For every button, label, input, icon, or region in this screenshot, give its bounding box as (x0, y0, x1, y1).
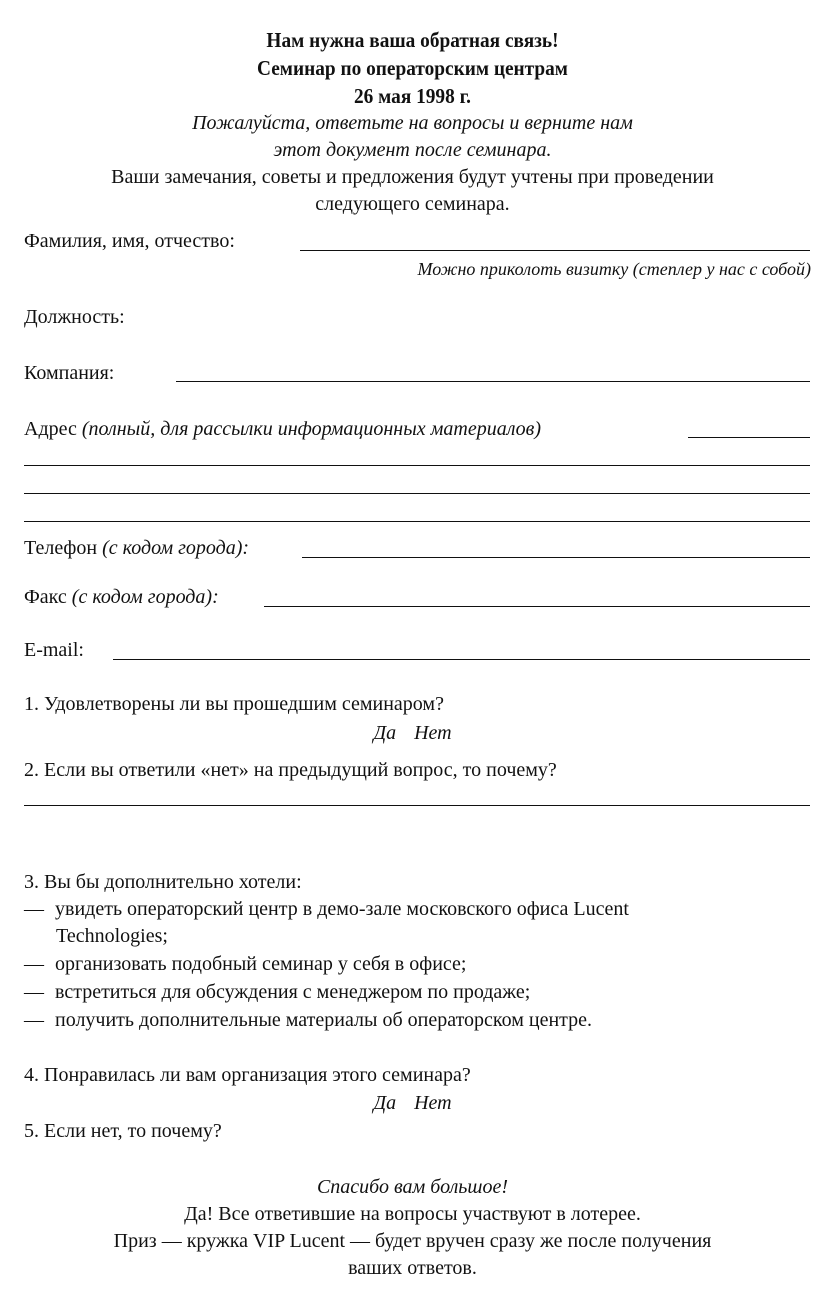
phone-label: Телефон (24, 537, 98, 559)
question-1-yes[interactable]: Да (373, 722, 397, 744)
lottery-text: Да! Все ответившие на вопросы участвуют в лотерее. (184, 1203, 641, 1225)
request-line-2: этот документ после семинара. (273, 139, 552, 161)
fax-label-wrap (24, 586, 219, 609)
position-label: Должность: (24, 306, 125, 328)
phone-hint: (с кодом города): (102, 537, 250, 559)
name-label: Фамилия, имя, отчество: (24, 230, 235, 252)
question-3-option-2[interactable] (24, 953, 466, 976)
request-line-1: Пожалуйста, ответьте на вопросы и верните нам (192, 112, 633, 134)
question-3-option-1[interactable] (24, 898, 629, 921)
question-3-option-4[interactable] (24, 1009, 592, 1032)
phone-field[interactable] (302, 557, 810, 558)
dash-bullet: — (24, 981, 44, 1003)
question-4-no[interactable]: Нет (414, 1092, 452, 1114)
address-field-line-1[interactable] (688, 437, 810, 438)
question-5: 5. Если нет, то почему? (24, 1120, 222, 1142)
fax-field[interactable] (264, 606, 810, 607)
fax-label: Факс (24, 586, 67, 608)
option-text: организовать подобный семинар у себя в офисе; (55, 953, 467, 975)
option-text: встретиться для обсуждения с менеджером по продаже; (55, 981, 531, 1003)
seminar-title: Семинар по операторским центрам (257, 56, 568, 80)
seminar-date: 26 мая 1998 г. (353, 84, 472, 108)
email-label: E-mail: (24, 639, 84, 661)
address-hint: (полный, для рассылки информационных материалов) (81, 418, 542, 440)
dash-bullet: — (24, 898, 44, 920)
address-field-line-4[interactable] (24, 521, 810, 522)
address-field-line-3[interactable] (24, 493, 810, 494)
dash-bullet: — (24, 1009, 44, 1031)
question-3-option-1-continued: Technologies; (56, 925, 168, 947)
company-label: Компания: (24, 362, 115, 384)
question-3-option-3[interactable] (24, 981, 530, 1004)
address-label-wrap (24, 418, 541, 441)
question-1: 1. Удовлетворены ли вы прошедшим семинаром? (24, 693, 444, 715)
question-1-no[interactable]: Нет (414, 722, 452, 744)
question-4-options (0, 1092, 825, 1115)
email-field[interactable] (113, 659, 810, 660)
option-text: увидеть операторский центр в демо-зале московского офиса Lucent (55, 898, 629, 920)
note-line-2: следующего семинара. (315, 193, 510, 215)
question-4-yes[interactable]: Да (373, 1092, 397, 1114)
position-field[interactable] (200, 306, 810, 330)
question-4: 4. Понравилась ли вам организация этого семинара? (24, 1064, 471, 1086)
question-1-options (0, 722, 825, 745)
name-hint: Можно приколоть визитку (степлер у нас с собой) (417, 259, 811, 279)
dash-bullet: — (24, 953, 44, 975)
option-text: получить дополнительные материалы об операторском центре. (55, 1009, 593, 1031)
address-label: Адрес (24, 418, 77, 440)
address-field-line-2[interactable] (24, 465, 810, 466)
company-field[interactable] (176, 381, 810, 382)
question-3: 3. Вы бы дополнительно хотели: (24, 871, 302, 893)
phone-label-wrap (24, 537, 249, 560)
prize-line-1: Приз — кружка VIP Lucent — будет вручен сразу же после получения (113, 1230, 712, 1252)
prize-line-2: ваших ответов. (348, 1257, 477, 1279)
form-title: Нам нужна ваша обратная связь! (266, 28, 559, 52)
thanks-text: Спасибо вам большое! (316, 1176, 509, 1198)
name-field[interactable] (300, 250, 810, 251)
question-2-answer-field[interactable] (24, 805, 810, 806)
note-line-1: Ваши замечания, советы и предложения будут учтены при проведении (111, 166, 714, 188)
fax-hint: (с кодом города): (71, 586, 219, 608)
question-2: 2. Если вы ответили «нет» на предыдущий вопрос, то почему? (24, 759, 557, 781)
